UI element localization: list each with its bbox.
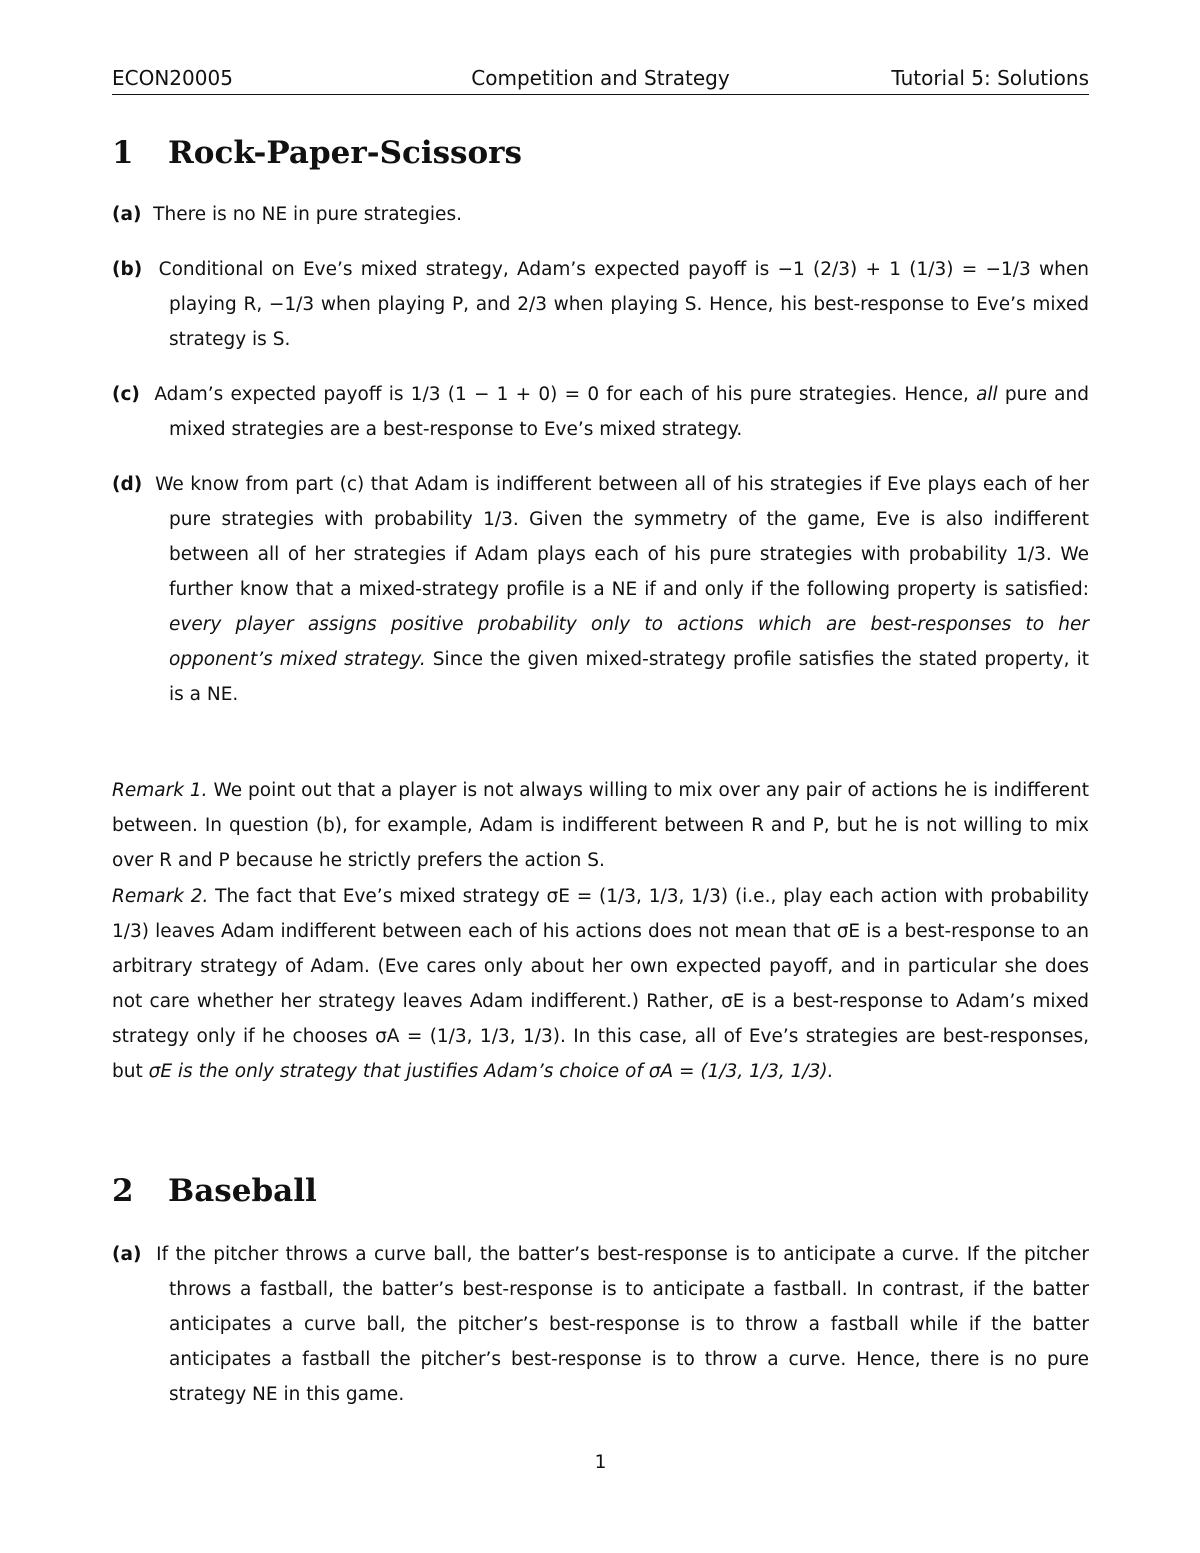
answer-item-a bbox=[112, 197, 1089, 232]
section-number: 2 bbox=[112, 1173, 134, 1209]
remark-1 bbox=[112, 773, 1089, 878]
item-text-tail: pure and mixed strategies are a best-response to Eve’s mixed strategy. bbox=[169, 384, 1089, 440]
item-label: (b) bbox=[112, 259, 143, 280]
remark-2 bbox=[112, 879, 1089, 1089]
answer-item-b bbox=[112, 252, 1089, 357]
answer-item-a bbox=[112, 1237, 1089, 1412]
item-label: (a) bbox=[112, 1244, 142, 1265]
item-text: Adam’s expected payoff is 1/3 (1 − 1 + 0) = 0 for each of his pure strategies. Hence, bbox=[154, 384, 977, 405]
item-emphasis: every player assigns positive probability only to actions which are best-responses to her opponent’s mixed strategy. bbox=[169, 614, 1089, 670]
item-text: We know from part (c) that Adam is indifferent between all of his strategies if Eve plays each of her pure strategies with probability 1/3. Given the symmetry of the game, Eve is also indifferent between all of her strategies if Adam plays each of his pure strategies with probability 1/3. We further know that a mixed-strategy profile is a NE if and only if the following property is satisfied: bbox=[155, 474, 1090, 600]
item-text-tail: Since the given mixed-strategy profile satisfies the stated property, it is a NE. bbox=[169, 649, 1089, 705]
section-heading-2 bbox=[112, 1171, 317, 1211]
section-title: Rock-Paper-Scissors bbox=[168, 135, 522, 171]
remark-text: We point out that a player is not always willing to mix over any pair of actions he is indifferent between. In question (b), for example, Adam is indifferent between R and P, but he is not willing to mix over R and P because he strictly prefers the action S. bbox=[112, 780, 1089, 871]
tutorial-title: Tutorial 5: Solutions bbox=[891, 66, 1089, 90]
remark-label: Remark 2. bbox=[112, 886, 209, 907]
remark-emphasis: σE is the only strategy that justifies Adam’s choice of σA = (1/3, 1/3, 1/3). bbox=[148, 1061, 834, 1082]
section-heading-1 bbox=[112, 133, 522, 173]
remark-text: The fact that Eve’s mixed strategy σE = (1/3, 1/3, 1/3) (i.e., play each action with probability 1/3) leaves Adam indifferent between each of his actions does not mean that σE is a best-response to an arbitrary strategy of Adam. (Eve cares only about her own expected payoff, and in particular she does not care whether her strategy leaves Adam indifferent.) Rather, σE is a best-response to Adam’s mixed strategy only if he chooses σA = (1/3, 1/3, 1/3). In this case, all of Eve’s strategies are best-responses, but bbox=[112, 886, 1089, 1082]
item-label: (d) bbox=[112, 474, 143, 495]
item-text: If the pitcher throws a curve ball, the batter’s best-response is to anticipate a curve. If the pitcher throws a fastball, the batter’s best-response is to anticipate a fastball. In contrast, if the batter anticipates a curve ball, the pitcher’s best-response is to throw a fastball while if the batter anticipates a fastball the pitcher’s best-response is to throw a curve. Hence, there is no pure strategy NE in this game. bbox=[156, 1244, 1090, 1405]
course-code: ECON20005 bbox=[112, 66, 233, 90]
item-label: (a) bbox=[112, 204, 142, 225]
page-number: 1 bbox=[594, 1452, 607, 1473]
section-title: Baseball bbox=[168, 1173, 317, 1209]
item-text: There is no NE in pure strategies. bbox=[153, 204, 462, 225]
running-header bbox=[112, 64, 1089, 95]
remark-label: Remark 1. bbox=[112, 780, 208, 801]
section-number: 1 bbox=[112, 135, 134, 171]
course-title: Competition and Strategy bbox=[471, 66, 730, 90]
answer-item-d bbox=[112, 467, 1089, 712]
item-text: Conditional on Eve’s mixed strategy, Adam’s expected payoff is −1 (2/3) + 1 (1/3) = −1/3 when playing R, −1/3 when playing P, and 2/3 when playing S. Hence, his best-response to Eve’s mixed strategy is S. bbox=[158, 259, 1089, 350]
item-emphasis: all bbox=[976, 384, 998, 405]
answer-item-c bbox=[112, 377, 1089, 447]
item-label: (c) bbox=[112, 384, 140, 405]
document-page bbox=[112, 0, 1089, 1553]
